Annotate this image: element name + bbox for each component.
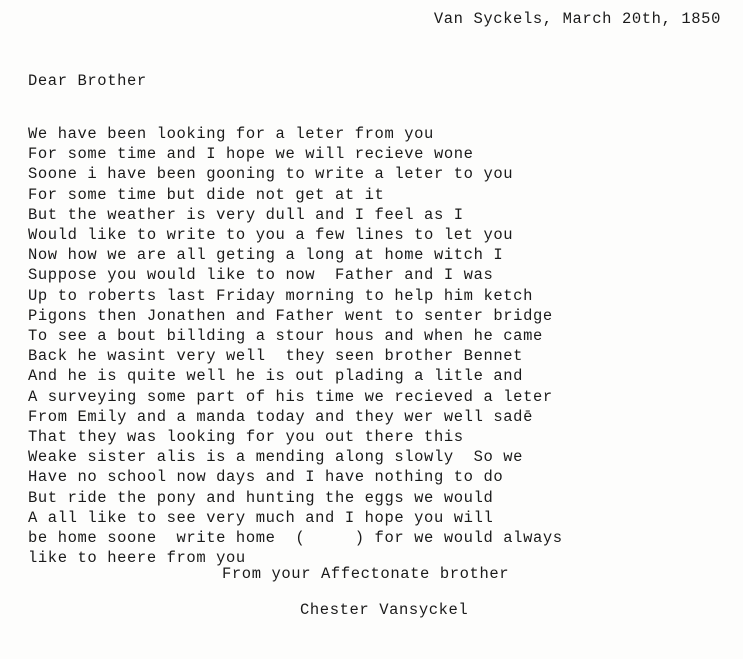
letter-closing: From your Affectonate brother (222, 565, 510, 583)
letter-body-line: That they was looking for you out there this (28, 428, 464, 447)
letter-body-line: Up to roberts last Friday morning to help him ketch (28, 286, 533, 305)
letter-body-line: And he is quite well he is out plading a litle and (28, 367, 524, 386)
letter-body-line: We have been looking for a leter from you (28, 125, 434, 143)
letter-body-line: A surveying some part of his time we recieved a leter (28, 387, 553, 406)
letter-body (28, 124, 563, 568)
letter-dateline: Van Syckels, March 20th, 1850 (433, 10, 721, 28)
letter-body-line: From Emily and a manda today and they wer well sadē (28, 407, 533, 426)
letter-body-line: Back he wasint very well they seen brother Bennet (28, 347, 524, 366)
letter-body-line: Weake sister alis is a mending along slowly So we (28, 448, 524, 467)
letter-body-line: like to heere from you (28, 549, 246, 568)
letter-body-line: Now how we are all geting a long at home witch I (28, 246, 504, 265)
letter-body-line: But ride the pony and hunting the eggs we would (28, 488, 494, 507)
letter-body-line: Soone i have been gooning to write a leter to you (28, 165, 514, 184)
letter-body-line: Would like to write to you a few lines to let you (28, 226, 514, 245)
letter-salutation: Dear Brother (28, 72, 147, 90)
letter-body-line: A all like to see very much and I hope you will (28, 508, 494, 527)
letter-signature: Chester Vansyckel (300, 601, 469, 619)
letter-body-line: be home soone write home ( ) for we would always (28, 529, 563, 548)
letter-body-line: Suppose you would like to now Father and I was (28, 266, 494, 285)
letter-body-line: But the weather is very dull and I feel as I (28, 205, 464, 224)
letter-body-line: For some time but dide not get at it (28, 185, 385, 204)
letter-body-line: Have no school now days and I have nothing to do (28, 468, 504, 487)
letter-body-line: To see a bout billding a stour hous and when he came (28, 327, 543, 346)
letter-body-line: For some time and I hope we will recieve wone (28, 145, 474, 164)
letter-body-line: Pigons then Jonathen and Father went to senter bridge (28, 306, 553, 325)
